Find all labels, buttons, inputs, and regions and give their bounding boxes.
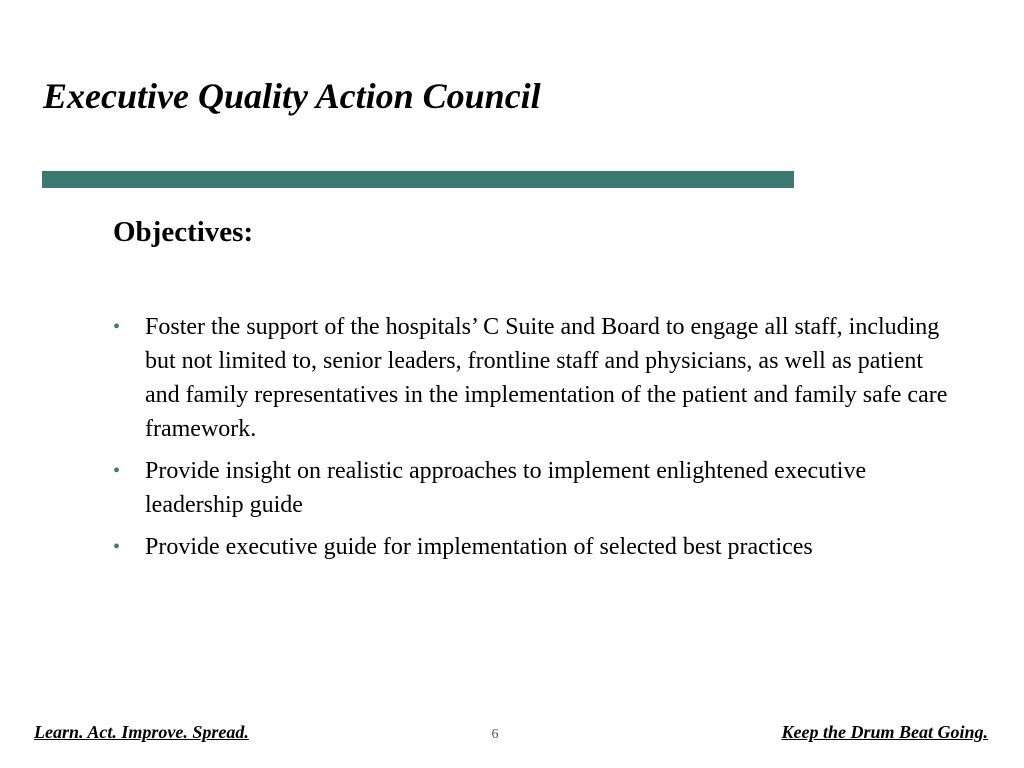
bullet-icon: •: [113, 460, 121, 482]
objectives-list: [113, 310, 953, 572]
objective-text-1: Foster the support of the hospitals’ C Suite and Board to engage all staff, including but not limited to, senior leaders, frontline staff and physicians, as well as patient and family representatives in the implementation of the patient and family safe care framework.: [145, 314, 948, 442]
objective-item-3: [113, 530, 953, 564]
objective-text-2: Provide insight on realistic approaches to implement enlightened executive leadership guide: [145, 458, 867, 518]
objective-item-1: [113, 310, 953, 446]
title-divider-bar: [42, 171, 794, 188]
objectives-heading: Objectives:: [113, 216, 254, 248]
bullet-icon: •: [113, 316, 121, 338]
page-number: 6: [491, 727, 499, 742]
bullet-icon: •: [113, 536, 121, 558]
slide-title: Executive Quality Action Council: [43, 76, 541, 116]
footer-tagline-right: Keep the Drum Beat Going.: [781, 722, 988, 742]
objective-item-2: [113, 454, 953, 522]
footer-tagline-left: Learn. Act. Improve. Spread.: [34, 722, 249, 742]
objective-text-3: Provide executive guide for implementation of selected best practices: [145, 534, 813, 560]
